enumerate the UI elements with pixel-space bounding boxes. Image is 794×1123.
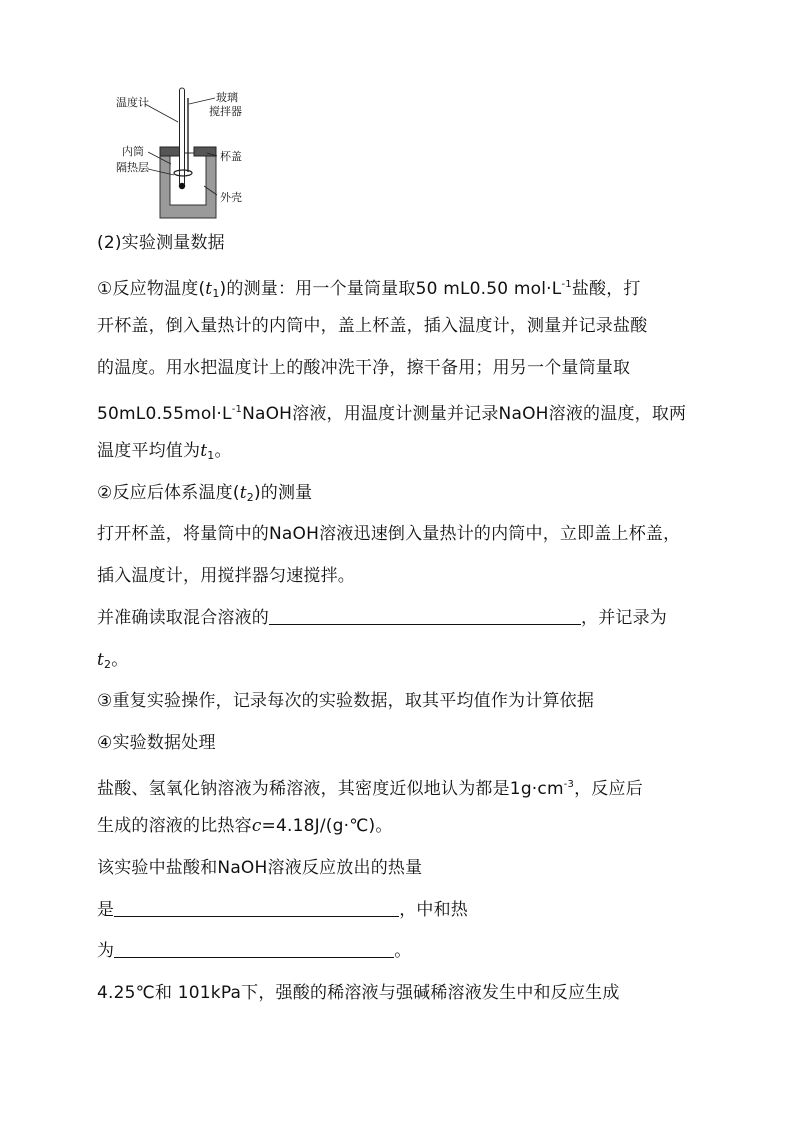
answer-blank-heat[interactable] [114,898,399,917]
p1-line-2: 开杯盖，倒入量热计的内筒中，盖上杯盖，插入温度计，测量并记录盐酸 [97,316,648,336]
label-thermometer: 温度计 [116,96,149,109]
p1-line-3: 的温度。用水把温度计上的酸冲洗干净，擦干备用；用另一个量筒量取 [97,358,631,378]
thermometer-tube [180,88,185,186]
answer-blank-reading[interactable] [269,606,581,625]
p2-line-2: 插入温度计，用搅拌器匀速搅拌。 [97,566,355,586]
p4-line-3: 该实验中盐酸和NaOH溶液反应放出的热量 [97,858,423,878]
p4-line-5: 为 。 [97,941,412,961]
p2-heading: ②反应后体系温度$(t_2)$的测量 [97,483,313,504]
p3-line: ③重复实验操作，记录每次的实验数据，取其平均值作为计算依据 [97,691,595,711]
lid-left [160,147,182,156]
p4-heading: ④实验数据处理 [97,733,216,753]
p4-line-4: 是 ，中和热 [97,900,469,920]
question-4-line: 4.25℃和 101kPa下，强酸的稀溶液与强碱稀溶液发生中和反应生成 [97,983,620,1003]
calorimeter-figure [108,80,268,225]
p1-line-1: ①反应物温度$(t_1)$的测量：用一个量筒量取50 mL0.50 $mol\cdot L^{-1}$盐酸，打 [97,279,641,300]
p4-line-1: 盐酸、氢氧化钠溶液为稀溶液，其密度近似地认为都是$1g\cdot cm^{-3}$，反应后 [97,779,643,799]
p2-line-1: 打开杯盖，将量筒中的NaOH溶液迅速倒入量热计的内筒中，立即盖上杯盖， [97,524,681,544]
label-insulation: 隔热层 [116,161,149,174]
p2-line-3: 并准确读取混合溶液的 ，并记录为 [97,608,667,628]
p1-line-4: $50mL0.55mol\cdot L^{-1}NaOH$溶液，用温度计测量并记录NaOH溶液的温度，取两 [97,404,687,424]
label-glass-stirrer-1: 玻璃 [216,91,238,104]
label-inner-cup: 内筒 [122,145,144,158]
answer-blank-neutralization-heat[interactable] [114,939,394,958]
thermometer-bulb [179,183,185,189]
label-glass-stirrer-2: 搅拌器 [209,105,242,118]
p1-line-5: 温度平均值为$t_1$。 [97,441,232,462]
section-heading: (2)实验测量数据 [97,233,225,253]
label-shell: 外壳 [220,191,242,204]
p4-line-2: 生成的溶液的比热容c=4.18J/(g·℃)。 [97,816,393,836]
p2-line-4: $t_2$。 [97,650,129,671]
label-lid: 杯盖 [220,150,242,163]
